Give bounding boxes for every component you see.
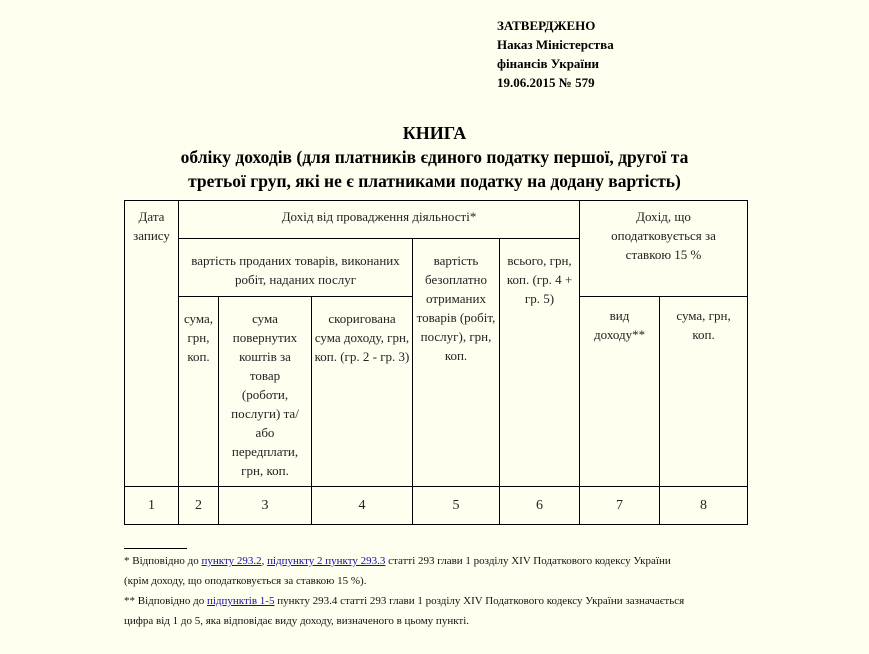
header-date: Дата запису (125, 201, 179, 487)
income-book-table (124, 200, 748, 525)
footnote-divider (124, 548, 187, 549)
footnote-1-rest: статті 293 глави 1 розділу XIV Податкового кодексу України (385, 555, 671, 567)
link-subitems-1-5[interactable]: підпунктів 1-5 (206, 595, 275, 607)
header-free-goods: вартість безоплатно отриманих товарів (робіт, послуг), грн, коп. (413, 239, 500, 487)
column-number: 2 (179, 487, 219, 525)
footnote-2-prefix: ** Відповідно до (124, 595, 207, 607)
link-item-293-2[interactable]: пункту 293.2 (201, 555, 262, 567)
approval-ministry: фінансів України (497, 56, 600, 71)
column-number: 8 (660, 487, 748, 525)
footnote-1-line-2: (крім доходу, що оподатковується за ставкою 15 %). (124, 575, 367, 587)
approval-title: ЗАТВЕРДЖЕНО (497, 18, 596, 33)
header-sum-col2: сума, грн, коп. (179, 297, 219, 487)
column-number: 4 (312, 487, 413, 525)
footnote-1-sep: , (261, 555, 268, 567)
link-subitem-2-item-293-3[interactable]: підпункту 2 пункту 293.3 (267, 555, 386, 567)
header-adjusted-income: скоригована сума доходу, грн, коп. (гр. 2 - гр. 3) (312, 297, 413, 487)
header-income-kind: вид доходу** (580, 297, 660, 487)
title-line-2: обліку доходів (для платників єдиного податку першої, другої та (180, 147, 689, 167)
footnote-1-prefix: * Відповідно до (124, 555, 202, 567)
column-number: 6 (500, 487, 580, 525)
document-title (0, 121, 869, 193)
column-number: 3 (219, 487, 312, 525)
footnote-2 (124, 591, 764, 611)
footnote-2-rest: пункту 293.4 статті 293 глави 1 розділу XIV Податкового кодексу України зазначається (274, 595, 685, 607)
approval-date: 19.06.2015 № 579 (497, 75, 595, 90)
footnote-2-line-2: цифра від 1 до 5, яка відповідає виду доходу, визначеного в цьому пункті. (124, 615, 470, 627)
approval-order: Наказ Міністерства (497, 37, 614, 52)
footnotes (124, 548, 764, 631)
title-line-3: третьої груп, які не є платниками податку на додану вартість) (188, 171, 681, 191)
header-total: всього, грн, коп. (гр. 4 + гр. 5) (500, 239, 580, 487)
header-goods-value: вартість проданих товарів, виконаних робіт, наданих послуг (179, 239, 413, 297)
column-number: 1 (125, 487, 179, 525)
footnote-1 (124, 551, 764, 571)
title-main: КНИГА (402, 123, 467, 143)
header-income: Дохід від провадження діяльності* (179, 201, 580, 239)
header-taxed-income: Дохід, що оподатковується за ставкою 15 % (580, 201, 748, 297)
header-sum-col8: сума, грн, коп. (660, 297, 748, 487)
column-number: 5 (413, 487, 500, 525)
approval-stamp (497, 16, 614, 92)
column-number: 7 (580, 487, 660, 525)
header-returned-funds: сума повернутих коштів за товар (роботи, послуги) та/або передплати, грн, коп. (219, 297, 312, 487)
